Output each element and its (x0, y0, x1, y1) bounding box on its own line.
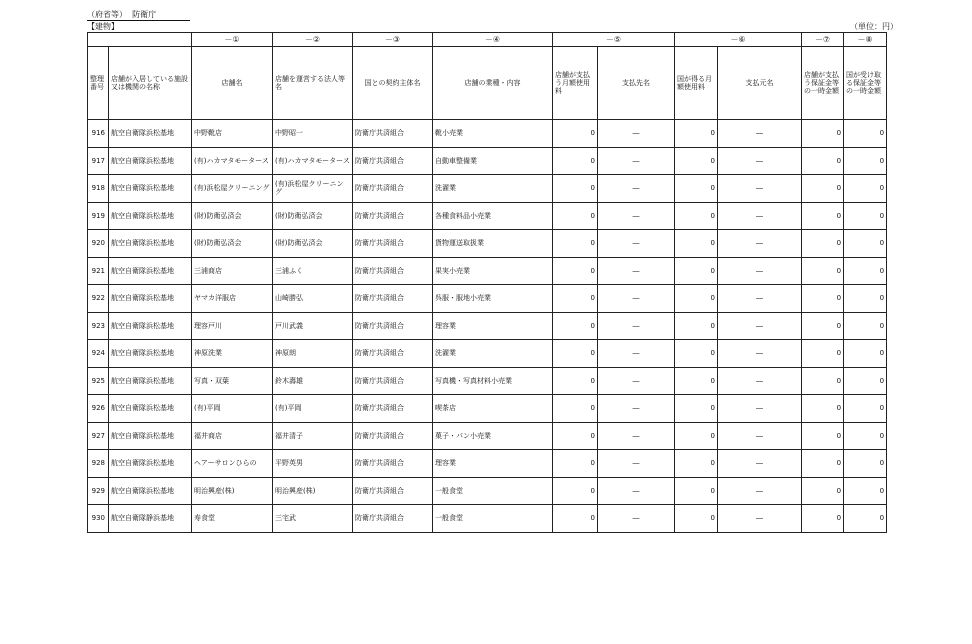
operator-name-cell: (有)ハカマタモータース (273, 147, 353, 175)
column-number: －④ (433, 33, 553, 47)
column-number: －⑦ (802, 33, 844, 47)
row-number-cell: 920 (88, 230, 109, 258)
operator-name-cell: 神原朗 (273, 340, 353, 368)
facility-name-cell: 航空自衛隊浜松基地 (109, 422, 192, 450)
monthly-fee-cell: 0 (553, 450, 598, 478)
contractor-name-cell: 防衛庁共済組合 (353, 450, 433, 478)
operator-name-cell: 戸川武義 (273, 312, 353, 340)
operator-name-cell: (財)防衛弘済会 (273, 202, 353, 230)
payer-name-cell: ― (718, 450, 802, 478)
row-number-cell: 930 (88, 505, 109, 533)
store-name-cell: 神原洗業 (192, 340, 273, 368)
national-fee-cell: 0 (675, 340, 718, 368)
column-number: －① (192, 33, 273, 47)
store-deposit-cell: 0 (802, 340, 844, 368)
business-type-cell: 呉服・服地小売業 (433, 285, 553, 313)
column-number-blank (88, 33, 192, 47)
payee-name-cell: ― (598, 202, 675, 230)
payee-name-cell: ― (598, 477, 675, 505)
payer-name-cell: ― (718, 422, 802, 450)
contractor-name-cell: 防衛庁共済組合 (353, 367, 433, 395)
contractor-name-cell: 防衛庁共済組合 (353, 175, 433, 203)
table-row (88, 120, 887, 148)
national-deposit-cell: 0 (844, 505, 887, 533)
store-name-cell: 福井商店 (192, 422, 273, 450)
facility-name-cell: 航空自衛隊浜松基地 (109, 175, 192, 203)
business-type-cell: 洗濯業 (433, 175, 553, 203)
row-number-cell: 928 (88, 450, 109, 478)
national-deposit-cell: 0 (844, 395, 887, 423)
national-deposit-cell: 0 (844, 367, 887, 395)
monthly-fee-cell: 0 (553, 147, 598, 175)
column-header: 店舗の業種・内容 (433, 47, 553, 120)
national-fee-cell: 0 (675, 202, 718, 230)
contractor-name-cell: 防衛庁共済組合 (353, 202, 433, 230)
national-fee-cell: 0 (675, 477, 718, 505)
monthly-fee-cell: 0 (553, 505, 598, 533)
payer-name-cell: ― (718, 477, 802, 505)
facility-name-cell: 航空自衛隊浜松基地 (109, 202, 192, 230)
unit-label: （単位：円） (850, 22, 898, 31)
payee-name-cell: ― (598, 230, 675, 258)
payer-name-cell: ― (718, 505, 802, 533)
operator-name-cell: (財)防衛弘済会 (273, 230, 353, 258)
monthly-fee-cell: 0 (553, 395, 598, 423)
store-deposit-cell: 0 (802, 367, 844, 395)
business-type-cell: 靴小売業 (433, 120, 553, 148)
facility-name-cell: 航空自衛隊浜松基地 (109, 285, 192, 313)
table-row (88, 340, 887, 368)
store-deposit-cell: 0 (802, 230, 844, 258)
payee-name-cell: ― (598, 257, 675, 285)
business-type-cell: 貨物運送取扱業 (433, 230, 553, 258)
payee-name-cell: ― (598, 340, 675, 368)
store-deposit-cell: 0 (802, 285, 844, 313)
national-fee-cell: 0 (675, 230, 718, 258)
store-name-cell: 理容戸川 (192, 312, 273, 340)
facility-name-cell: 航空自衛隊浜松基地 (109, 312, 192, 340)
payee-name-cell: ― (598, 395, 675, 423)
national-deposit-cell: 0 (844, 340, 887, 368)
store-deposit-cell: 0 (802, 395, 844, 423)
column-header: 整理番号 (88, 47, 109, 120)
operator-name-cell: 鈴木壽雄 (273, 367, 353, 395)
operator-name-cell: 三宅武 (273, 505, 353, 533)
payer-name-cell: ― (718, 257, 802, 285)
payee-name-cell: ― (598, 312, 675, 340)
column-header: 国が受け取る保証金等の一時金額 (844, 47, 887, 120)
column-number: －⑧ (844, 33, 887, 47)
national-deposit-cell: 0 (844, 257, 887, 285)
national-deposit-cell: 0 (844, 312, 887, 340)
column-header: 店舗が支払う月額使用料 (553, 47, 598, 120)
contractor-name-cell: 防衛庁共済組合 (353, 120, 433, 148)
national-deposit-cell: 0 (844, 285, 887, 313)
table-row (88, 147, 887, 175)
store-deposit-cell: 0 (802, 312, 844, 340)
contractor-name-cell: 防衛庁共済組合 (353, 340, 433, 368)
operator-name-cell: 福井清子 (273, 422, 353, 450)
business-type-cell: 菓子・パン小売業 (433, 422, 553, 450)
business-type-cell: 理容業 (433, 312, 553, 340)
table-body (88, 120, 887, 533)
payer-name-cell: ― (718, 312, 802, 340)
store-name-cell: ヤマカ洋服店 (192, 285, 273, 313)
store-deposit-cell: 0 (802, 175, 844, 203)
store-name-cell: 寿食堂 (192, 505, 273, 533)
table-row (88, 285, 887, 313)
contractor-name-cell: 防衛庁共済組合 (353, 147, 433, 175)
column-header: 店舗を運営する法人等名 (273, 47, 353, 120)
operator-name-cell: 明治興産(株) (273, 477, 353, 505)
payer-name-cell: ― (718, 340, 802, 368)
operator-name-cell: 山崎勝弘 (273, 285, 353, 313)
monthly-fee-cell: 0 (553, 340, 598, 368)
column-header: 店舗が支払う保証金等の一時金額 (802, 47, 844, 120)
national-deposit-cell: 0 (844, 450, 887, 478)
row-number-cell: 923 (88, 312, 109, 340)
facility-name-cell: 航空自衛隊静浜基地 (109, 505, 192, 533)
table-row (88, 175, 887, 203)
facility-name-cell: 航空自衛隊浜松基地 (109, 257, 192, 285)
row-number-cell: 925 (88, 367, 109, 395)
store-name-cell: ヘアーサロンひらの (192, 450, 273, 478)
business-type-cell: 写真機・写真材料小売業 (433, 367, 553, 395)
operator-name-cell: (有)浜松屋クリーニング (273, 175, 353, 203)
operator-name-cell: (有)平岡 (273, 395, 353, 423)
business-type-cell: 各種食料品小売業 (433, 202, 553, 230)
store-name-cell: (財)防衛弘済会 (192, 230, 273, 258)
payer-name-cell: ― (718, 230, 802, 258)
store-name-cell: 明治興産(株) (192, 477, 273, 505)
national-fee-cell: 0 (675, 147, 718, 175)
column-header: 店舗が入居している施設又は機関の名称 (109, 47, 192, 120)
national-deposit-cell: 0 (844, 477, 887, 505)
payer-name-cell: ― (718, 147, 802, 175)
store-deposit-cell: 0 (802, 505, 844, 533)
ministry-header (87, 9, 156, 20)
contractor-name-cell: 防衛庁共済組合 (353, 505, 433, 533)
store-deposit-cell: 0 (802, 477, 844, 505)
row-number-cell: 918 (88, 175, 109, 203)
national-fee-cell: 0 (675, 450, 718, 478)
store-deposit-cell: 0 (802, 450, 844, 478)
payee-name-cell: ― (598, 422, 675, 450)
store-name-cell: (有)平岡 (192, 395, 273, 423)
row-number-cell: 927 (88, 422, 109, 450)
monthly-fee-cell: 0 (553, 285, 598, 313)
column-header: 国が得る月額使用料 (675, 47, 718, 120)
national-fee-cell: 0 (675, 367, 718, 395)
business-type-cell: 喫茶店 (433, 395, 553, 423)
store-name-cell: (有)ハカマタモータース (192, 147, 273, 175)
national-fee-cell: 0 (675, 312, 718, 340)
facility-name-cell: 航空自衛隊浜松基地 (109, 147, 192, 175)
operator-name-cell: 平野英男 (273, 450, 353, 478)
national-fee-cell: 0 (675, 422, 718, 450)
business-type-cell: 自動車整備業 (433, 147, 553, 175)
row-number-cell: 926 (88, 395, 109, 423)
business-type-cell: 一般食堂 (433, 505, 553, 533)
payee-name-cell: ― (598, 147, 675, 175)
row-number-cell: 916 (88, 120, 109, 148)
facility-name-cell: 航空自衛隊浜松基地 (109, 450, 192, 478)
monthly-fee-cell: 0 (553, 367, 598, 395)
column-number: －⑤ (553, 33, 675, 47)
column-number-row (88, 33, 887, 47)
store-name-cell: 三浦商店 (192, 257, 273, 285)
monthly-fee-cell: 0 (553, 422, 598, 450)
column-number: －② (273, 33, 353, 47)
contractor-name-cell: 防衛庁共済組合 (353, 395, 433, 423)
column-header-row (88, 47, 887, 120)
facility-name-cell: 航空自衛隊浜松基地 (109, 367, 192, 395)
ministry-label: （府省等） (87, 10, 127, 19)
table-row (88, 395, 887, 423)
national-fee-cell: 0 (675, 505, 718, 533)
store-deposit-cell: 0 (802, 257, 844, 285)
business-type-cell: 果実小売業 (433, 257, 553, 285)
national-fee-cell: 0 (675, 175, 718, 203)
facility-name-cell: 航空自衛隊浜松基地 (109, 120, 192, 148)
national-deposit-cell: 0 (844, 175, 887, 203)
store-name-cell: (財)防衛弘済会 (192, 202, 273, 230)
table-row (88, 367, 887, 395)
facility-name-cell: 航空自衛隊浜松基地 (109, 340, 192, 368)
table-row (88, 505, 887, 533)
payer-name-cell: ― (718, 120, 802, 148)
national-fee-cell: 0 (675, 120, 718, 148)
store-deposit-cell: 0 (802, 147, 844, 175)
contractor-name-cell: 防衛庁共済組合 (353, 477, 433, 505)
table-row (88, 202, 887, 230)
monthly-fee-cell: 0 (553, 230, 598, 258)
facility-name-cell: 航空自衛隊浜松基地 (109, 395, 192, 423)
row-number-cell: 922 (88, 285, 109, 313)
table-row (88, 477, 887, 505)
national-fee-cell: 0 (675, 395, 718, 423)
payee-name-cell: ― (598, 450, 675, 478)
contractor-name-cell: 防衛庁共済組合 (353, 312, 433, 340)
business-type-cell: 理容業 (433, 450, 553, 478)
national-fee-cell: 0 (675, 285, 718, 313)
payer-name-cell: ― (718, 367, 802, 395)
facility-name-cell: 航空自衛隊浜松基地 (109, 230, 192, 258)
payer-name-cell: ― (718, 395, 802, 423)
payer-name-cell: ― (718, 175, 802, 203)
column-number: －⑥ (675, 33, 802, 47)
table-row (88, 257, 887, 285)
business-type-cell: 洗濯業 (433, 340, 553, 368)
row-number-cell: 917 (88, 147, 109, 175)
row-number-cell: 919 (88, 202, 109, 230)
payee-name-cell: ― (598, 505, 675, 533)
operator-name-cell: 中野昭一 (273, 120, 353, 148)
monthly-fee-cell: 0 (553, 202, 598, 230)
payee-name-cell: ― (598, 175, 675, 203)
payee-name-cell: ― (598, 285, 675, 313)
business-type-cell: 一般食堂 (433, 477, 553, 505)
payee-name-cell: ― (598, 367, 675, 395)
table-row (88, 230, 887, 258)
facility-name-cell: 航空自衛隊浜松基地 (109, 477, 192, 505)
store-name-cell: 中野靴店 (192, 120, 273, 148)
operator-name-cell: 三浦ふく (273, 257, 353, 285)
monthly-fee-cell: 0 (553, 312, 598, 340)
row-number-cell: 924 (88, 340, 109, 368)
store-deposit-cell: 0 (802, 422, 844, 450)
column-header: 国との契約主体名 (353, 47, 433, 120)
table-row (88, 312, 887, 340)
row-number-cell: 929 (88, 477, 109, 505)
payee-name-cell: ― (598, 120, 675, 148)
store-deposit-cell: 0 (802, 202, 844, 230)
monthly-fee-cell: 0 (553, 477, 598, 505)
payer-name-cell: ― (718, 202, 802, 230)
table-row (88, 422, 887, 450)
national-fee-cell: 0 (675, 257, 718, 285)
column-header: 支払先名 (598, 47, 675, 120)
store-name-cell: 写真・双葉 (192, 367, 273, 395)
store-table (87, 32, 887, 533)
monthly-fee-cell: 0 (553, 257, 598, 285)
contractor-name-cell: 防衛庁共済組合 (353, 422, 433, 450)
monthly-fee-cell: 0 (553, 175, 598, 203)
monthly-fee-cell: 0 (553, 120, 598, 148)
national-deposit-cell: 0 (844, 120, 887, 148)
national-deposit-cell: 0 (844, 422, 887, 450)
national-deposit-cell: 0 (844, 147, 887, 175)
table-row (88, 450, 887, 478)
payer-name-cell: ― (718, 285, 802, 313)
column-number: －③ (353, 33, 433, 47)
national-deposit-cell: 0 (844, 230, 887, 258)
column-header: 店舗名 (192, 47, 273, 120)
contractor-name-cell: 防衛庁共済組合 (353, 257, 433, 285)
section-label: 【建物】 (87, 22, 119, 31)
store-name-cell: (有)浜松屋クリーニング (192, 175, 273, 203)
contractor-name-cell: 防衛庁共済組合 (353, 285, 433, 313)
column-header: 支払元名 (718, 47, 802, 120)
contractor-name-cell: 防衛庁共済組合 (353, 230, 433, 258)
store-deposit-cell: 0 (802, 120, 844, 148)
row-number-cell: 921 (88, 257, 109, 285)
national-deposit-cell: 0 (844, 202, 887, 230)
ministry-name: 防衛庁 (132, 10, 157, 19)
